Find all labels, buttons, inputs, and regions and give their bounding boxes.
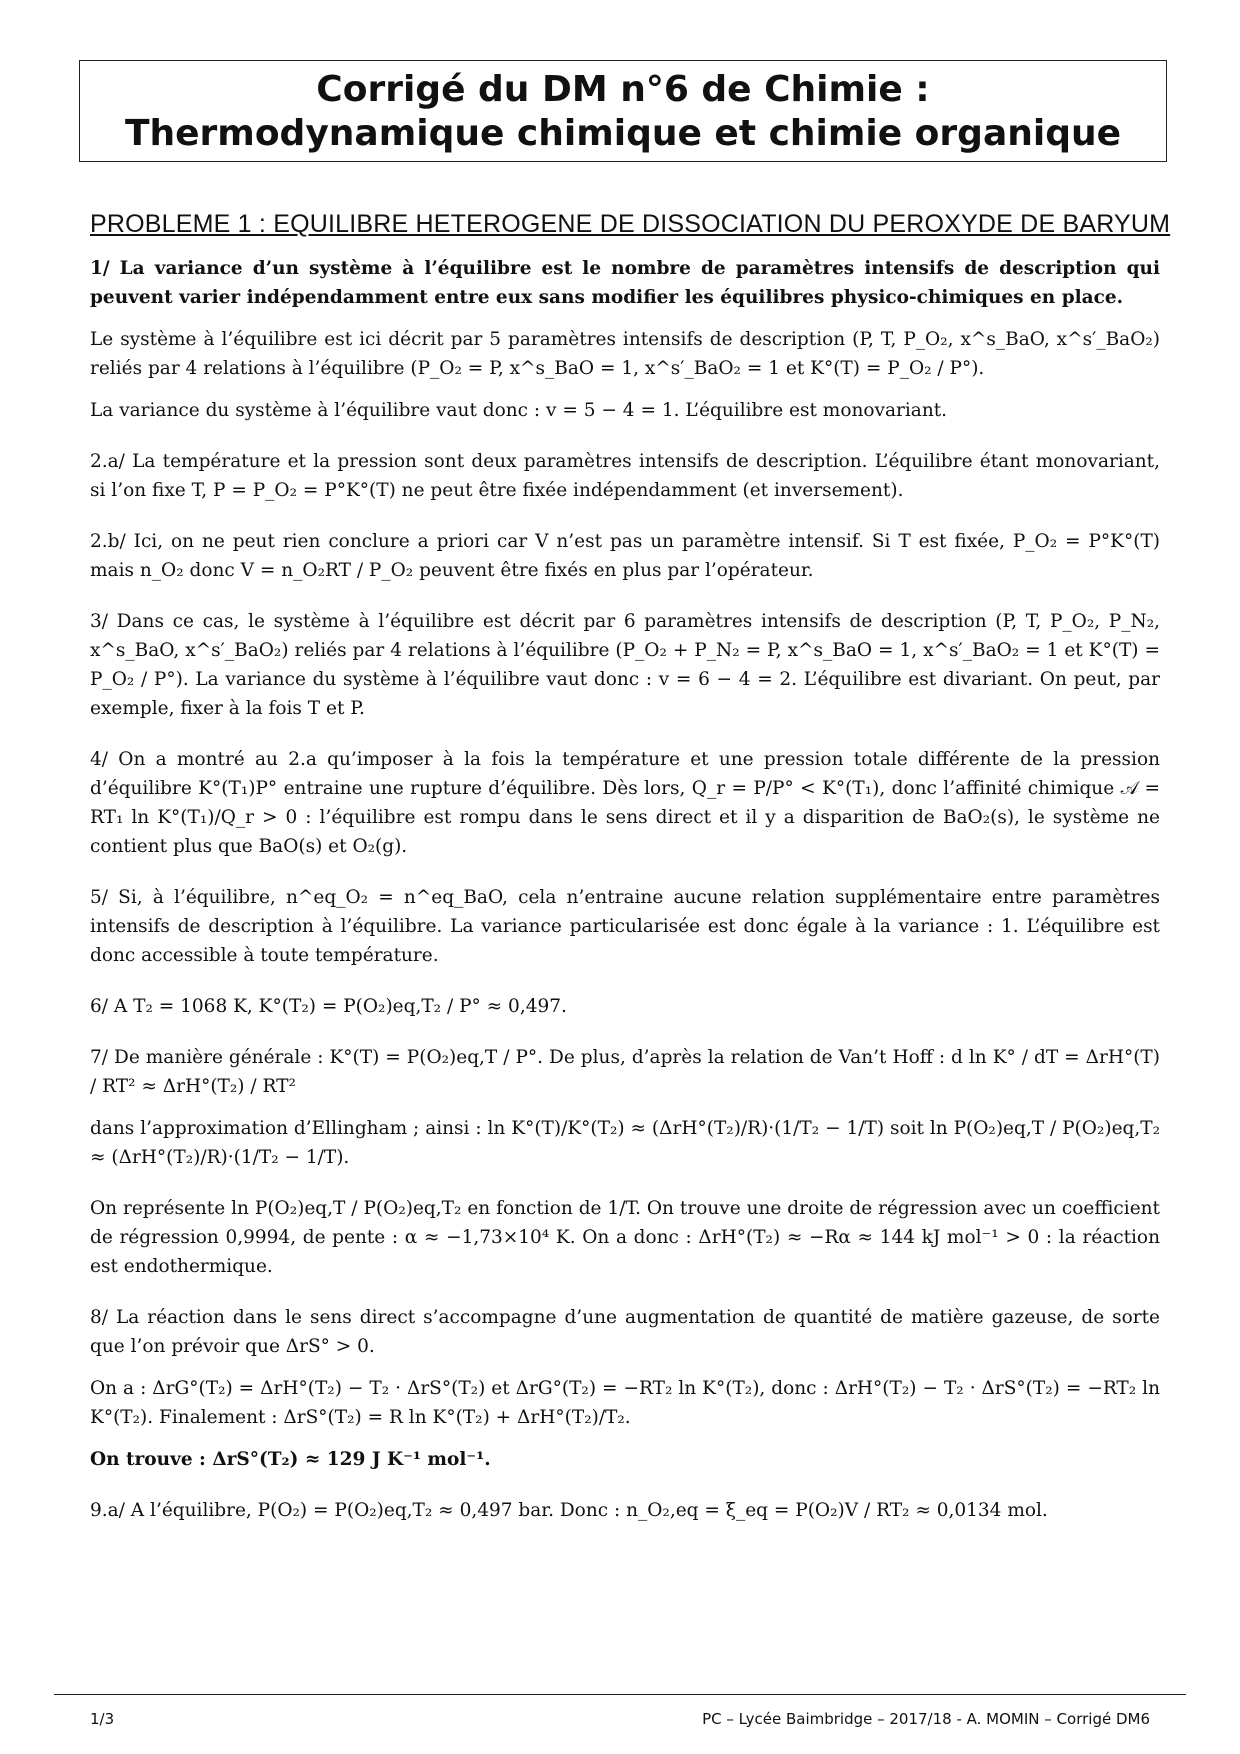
- title-line-2: Thermodynamique chimique et chimie organique: [124, 113, 1122, 154]
- q8-equations: On a : ΔrG°(T₂) = ΔrH°(T₂) − T₂ · ΔrS°(T₂) et ΔrG°(T₂) = −RT₂ ln K°(T₂), donc : ΔrH°(T₂) − T₂ · ΔrS°(T₂) = −RT₂ ln K°(T₂). Finalement : ΔrS°(T₂) = R ln K°(T₂) + ΔrH°(T₂)/T₂.: [90, 1378, 1160, 1428]
- q8-result: On trouve : ΔrS°(T₂) ≈ 129 J K⁻¹ mol⁻¹.: [90, 1449, 491, 1470]
- q1-result: La variance du système à l’équilibre vaut donc : v = 5 − 4 = 1. L’équilibre est monovariant.: [90, 400, 948, 421]
- document-title: [79, 60, 1167, 162]
- q3-answer: 3/ Dans ce cas, le système à l’équilibre est décrit par 6 paramètres intensifs de description (P, T, P_O₂, P_N₂, x^s_BaO, x^s′_BaO₂) reliés par 4 relations à l’équilibre (P_O₂ + P_N₂ = P, x^s_BaO = 1, x^s′_BaO₂ = 1 et K°(T) = P_O₂ / P°). La variance du système à l’équilibre vaut donc : v = 6 − 4 = 2. L’équilibre est divariant. On peut, par exemple, fixer à la fois T et P.: [90, 611, 1160, 719]
- footer-divider: [54, 1694, 1186, 1695]
- q1-definition: 1/ La variance d’un système à l’équilibre est le nombre de paramètres intensifs de description qui peuvent varier indépendamment entre eux sans modifier les équilibres physico-chimiques en place.: [90, 258, 1160, 308]
- q7-regression: On représente ln P(O₂)eq,T / P(O₂)eq,T₂ en fonction de 1/T. On trouve une droite de régression avec un coefficient de régression 0,9994, de pente : α ≈ −1,73×10⁴ K. On a donc : ΔrH°(T₂) ≈ −Rα ≈ 144 kJ mol⁻¹ > 0 : la réaction est endothermique.: [90, 1198, 1160, 1277]
- footer-course-info: PC – Lycée Baimbridge – 2017/18 - A. MOMIN – Corrigé DM6: [702, 1710, 1150, 1728]
- q2b-answer: 2.b/ Ici, on ne peut rien conclure a priori car V n’est pas un paramètre intensif. Si T est fixée, P_O₂ = P°K°(T) mais n_O₂ donc V = n_O₂RT / P_O₂ peuvent être fixés en plus par l’opérateur.: [90, 531, 1160, 581]
- q6-answer: 6/ A T₂ = 1068 K, K°(T₂) = P(O₂)eq,T₂ / P° ≈ 0,497.: [90, 996, 567, 1017]
- q2a-answer: 2.a/ La température et la pression sont deux paramètres intensifs de description. L’équilibre étant monovariant, si l’on fixe T, P = P_O₂ = P°K°(T) ne peut être fixée indépendamment (et inversement).: [90, 451, 1160, 501]
- q9a-answer: 9.a/ A l’équilibre, P(O₂) = P(O₂)eq,T₂ ≈ 0,497 bar. Donc : n_O₂,eq = ξ_eq = P(O₂)V / RT₂ ≈ 0,0134 mol.: [90, 1500, 1048, 1521]
- q7-vant-hoff: 7/ De manière générale : K°(T) = P(O₂)eq,T / P°. De plus, d’après la relation de Van’t Hoff : d ln K° / dT = ΔrH°(T) / RT² ≈ ΔrH°(T₂) / RT²: [90, 1047, 1160, 1097]
- q8-intro: 8/ La réaction dans le sens direct s’accompagne d’une augmentation de quantité de matière gazeuse, de sorte que l’on prévoir que ΔrS° > 0.: [90, 1307, 1160, 1357]
- title-line-1: Corrigé du DM n°6 de Chimie :: [316, 69, 930, 110]
- q5-answer: 5/ Si, à l’équilibre, n^eq_O₂ = n^eq_BaO, cela n’entraine aucune relation supplémentaire entre paramètres intensifs de description à l’équilibre. La variance particularisée est donc égale à la variance : 1. L’équilibre est donc accessible à toute température.: [90, 887, 1160, 966]
- problem-heading: PROBLEME 1 : EQUILIBRE HETEROGENE DE DISSOCIATION DU PEROXYDE DE BARYUM: [90, 210, 1171, 238]
- answer-body: [90, 254, 1160, 1538]
- q4-answer: 4/ On a montré au 2.a qu’imposer à la fois la température et une pression totale différente de la pression d’équilibre K°(T₁)P° entraine une rupture d’équilibre. Dès lors, Q_r = P/P° < K°(T₁), donc l’affinité chimique 𝒜 = RT₁ ln K°(T₁)/Q_r > 0 : l’équilibre est rompu dans le sens direct et il y a disparition de BaO₂(s), le système ne contient plus que BaO(s) et O₂(g).: [90, 749, 1160, 857]
- q7-ellingham: dans l’approximation d’Ellingham ; ainsi : ln K°(T)/K°(T₂) ≈ (ΔrH°(T₂)/R)·(1/T₂ − 1/T) soit ln P(O₂)eq,T / P(O₂)eq,T₂ ≈ (ΔrH°(T₂)/R)·(1/T₂ − 1/T).: [90, 1118, 1160, 1168]
- q1-params: Le système à l’équilibre est ici décrit par 5 paramètres intensifs de description (P, T, P_O₂, x^s_BaO, x^s′_BaO₂) reliés par 4 relations à l’équilibre (P_O₂ = P, x^s_BaO = 1, x^s′_BaO₂ = 1 et K°(T) = P_O₂ / P°).: [90, 329, 1160, 379]
- footer-page-number: 1/3: [90, 1710, 115, 1728]
